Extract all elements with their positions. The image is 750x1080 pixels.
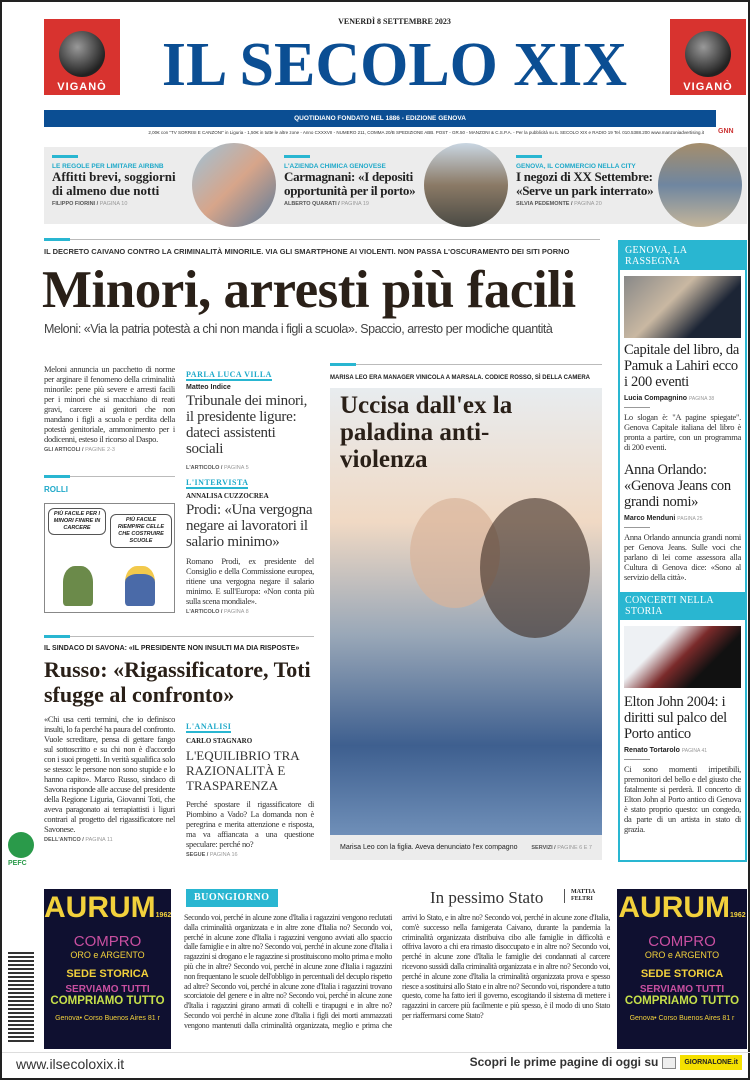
ad-logo-icon [59,31,105,77]
buongiorno-title[interactable]: In pessimo Stato [430,888,544,907]
divider [44,636,314,638]
footer-promo [470,1055,742,1070]
buongiorno-label: BUONGIORNO [186,889,278,907]
masthead[interactable]: IL SECOLO XIX [161,31,628,99]
feature-caption: Marisa Leo con la figlia. Aveva denunciato l'ex compagno SERVIZI / PAGINE 6 E 7 [330,835,602,860]
analisi-article[interactable]: L'ANALISI CARLO STAGNARO L'EQUILIBRIO TRA RAZIONALITÀ E TRASPARENZA Perché spostare il rigassificatore di Piombino a Vado? La domanda non è peregrina e merita attenzione e risposta, ma va affiancata a una questione speculare: perché no? SEGUE / PAGINA 16 [186,722,314,858]
villa-article[interactable]: PARLA LUCA VILLA Matteo Indice Tribunale dei minori, il presidente ligure: dateci assistenti sociali L'ARTICOLO / PAGINA 5 [186,370,308,471]
cartoon-figure-2 [125,566,155,606]
rassegna-article[interactable]: Capitale del libro, da Pamuk a Lahiri ecco i 200 eventi Lucia Compagnino PAGINA 38 Lo slogan è: "A pagine spiegate". Genova Capitale italiana del libro è pronta a partire, con un programma di 200 eventi. [624,342,741,452]
lead-headline[interactable]: Minori, arresti più facili [42,261,576,319]
tourists-photo [192,143,276,227]
prodi-article[interactable]: L'INTERVISTA ANNALISA CUZZOCREA Prodi: «Una vergogna negare ai lavoratori il salario minimo» Romano Prodi, ex presidente del Consiglio e della Commissione europea, ritiene una vergogna negare il salario minimo. E sull'Europa: «Non conta più sulla scena mondiale». L'ARTICOLO / PAGINA 8 [186,478,314,615]
pefc-logo-icon [8,832,34,858]
giornalone-link[interactable]: GIORNALONE.it [680,1055,742,1070]
lead-kicker: IL DECRETO CAIVANO CONTRO LA CRIMINALITÀ MINORILE. VIA GLI SMARTPHONE AI VIOLENTI. NON PASSA L'OSCURAMENTO DEI SITI PORNO [44,247,570,256]
ad-logo-icon [685,31,731,77]
teaser-carmagnani[interactable]: L'AZIENDA CHIMICA GENOVESE Carmagnani: «I depositi opportunità per il porto» ALBERTO QUARATI / PAGINA 19 [284,155,424,207]
elton-article[interactable]: Elton John 2004: i diritti sul palco del Porto antico Renato Tortarolo PAGINA 41 Ci sono momenti irripetibili, premonitori del bello e del giusto che fatalmente si perderà. Il concerto di Elton John al Porto antico di Genova è stato proprio questo: un congedo, da parte di un artista in stato di grazia. [620,620,745,840]
russo-headline[interactable]: Russo: «Rigassificatore, Toti sfugge al confronto» [44,657,311,707]
aurum-ad-right[interactable]: AURUM1962 COMPRO ORO e ARGENTO SEDE STORICA SERVIAMO TUTTI COMPRIAMO TUTTO Genova• Corso Buenos Aires 81 r [617,889,747,1049]
port-photo [424,143,508,227]
elton-john-photo [624,626,741,688]
photo-shape [480,498,590,638]
newspaper-icon [662,1057,676,1069]
rolli-cartoon: ROLLI PIÙ FACILE PER I MINORI FINIRE IN CARCERE PIÙ FACILE RIEMPIRE CELLE CHE COSTRUIRE SCUOLE [44,476,175,613]
promo-text: Scopri le prime pagine di oggi su [469,1055,659,1069]
street-photo [658,143,742,227]
site-url[interactable]: www.ilsecoloxix.it [16,1056,125,1072]
feature-headline[interactable]: Uccisa dall'ex la paladina anti-violenza [340,392,513,473]
vigano-ad-right[interactable]: VIGANÒ [670,19,746,95]
vigano-ad-left[interactable]: VIGANÒ [44,19,120,95]
founded-bar: QUOTIDIANO FONDATO NEL 1886 - EDIZIONE GENOVA [44,110,716,127]
lead-article[interactable]: Meloni annuncia un pacchetto di norme per arginare il fenomeno della criminalità minorile: pene più severe e arresti facili per i minori che si macchiano di reati gravi, carcere ai genitori che non mandano i figli a scuola e perdita della potestà genitoriale, ammonimento per i dodicenni, esteso il ricorso al Daspo. GLI ARTICOLI / PAGINE 2-3 [44,364,175,453]
pamuk-photo [624,276,741,338]
orlando-article[interactable]: Anna Orlando: «Genova Jeans con grandi nomi» Marco Menduni PAGINA 25 Anna Orlando annuncia grandi nomi per Genova Jeans. Sulle voci che parlano di lei come assessora alla Cultura di Genova dice: «Sono al servizio della città». [624,462,741,582]
aurum-ad-left[interactable]: AURUM1962 COMPRO ORO e ARGENTO SEDE STORICA SERVIAMO TUTTI COMPRIAMO TUTTO Genova• Corso Buenos Aires 81 r [44,889,171,1049]
lead-subhead: Meloni: «Via la patria potestà a chi non manda i figli a scuola». Spaccio, arresto per modiche quantità [44,322,553,336]
divider [44,239,600,241]
gnn-logo: GNN [718,128,734,135]
barcode [8,952,34,1042]
feature-kicker: MARISA LEO ERA MANAGER VINICOLA A MARSALA. CODICE ROSSO, SÌ DELLA CAMERA [330,375,591,381]
cartoon-figure-1 [63,566,93,606]
teaser-negozi[interactable]: GENOVA, IL COMMERCIO NELLA CITY I negozi di XX Settembre: «Serve un park interrato» SILVIA PEDEMONTE / PAGINA 20 [516,155,656,207]
teaser-airbnb[interactable]: LE REGOLE PER LIMITARE AIRBNB Affitti brevi, soggiorni di almeno due notti FILIPPO FIORINI / PAGINA 10 [52,155,182,207]
date: VENERDÌ 8 SETTEMBRE 2023 [338,17,451,26]
divider [2,1052,750,1053]
pefc-label: PEFC [8,860,27,867]
sidebar: GENOVA, LA RASSEGNA Capitale del libro, da Pamuk a Lahiri ecco i 200 eventi Lucia Compagnino PAGINA 38 Lo slogan è: "A pagine spiegate". Genova Capitale italiana del libro è pronta a partire, con un programma di 200 eventi. Anna Orlando: «Genova Jeans con grandi nomi» Marco Menduni PAGINA 25 Anna Orlando annuncia grandi nomi per Genova Jeans. Sulle voci che parlano di lei come assessora alla Cultura di Genova dice: «Sono al servizio della città». CONCERTI NELLA STORIA Elton John 2004: i diritti sul palco del Porto antico Renato Tortarolo PAGINA 41 Ci sono momenti irripetibili, premonitori del bello e del giusto che fatalmente si perderà. Il concerto di Elton John al Porto antico di Genova è stato proprio questo: un congedo, da parte di un artista in stato di grazia. [618,240,747,862]
divider [330,364,602,366]
buongiorno-author: MATTIA FELTRI [564,889,608,903]
cartoon-image: PIÙ FACILE PER I MINORI FINIRE IN CARCERE PIÙ FACILE RIEMPIRE CELLE CHE COSTRUIRE SCUOLE [44,503,175,613]
russo-kicker: IL SINDACO DI SAVONA: «IL PRESIDENTE NON INSULTI MA DIA RISPOSTE» [44,645,300,652]
info-line: 2,00€ con "TV SORRISI E CANZONI" in Liguria - 1,50€ in tutte le altre zone - Anno CXXXVII - NUMERO 211, COMMA 20/B SPEDIZIONE ABB. POST - GR.50 - MANZONI & C.S.P.A. - Per la pubblicità su IL SECOLO XIX e RADIO 19 Tel. 010.5388.200 www.manzoniadvertising.it [148,130,704,135]
buongiorno-body: Secondo voi, perché in alcune zone d'Italia i ragazzini vengono reclutati dalla criminalità organizzata e in altre zone d'Italia no? Secondo voi, perché in alcune zone d'Italia i ragazzini vengono avviati allo spaccio dalle famiglie e in altre no? Secondo voi, perché in alcune zone d'Italia i ragazzini si drogano e le ragazzine si prostituiscono molto prima e molto più che in altre? Secondo voi, perché in alcune zone d'Italia i ragazzini non frequentano le scuole dell'obbligo in percentuali del decuplo rispetto ad altre? Secondo voi, perché in alcune zone d'Italia i ragazzini trovano scorciatoie del genere e in altre no? Secondo voi, perché in alcune zone d'Italia i ragazzini girano armati di coltelli e tirapugni e in altre no? Secondo voi perché in alcune zone d'Italia i figli dei morti ammazzati vengono mantenuti dalla criminalità organizzata, meglio e prima che arrivi lo Stato, e in altre no? Secondo voi, perché in alcune zone d'Italia, com'è successo nella famigerata Caivano, durante la pandemia la criminalità organizzata distribuiva cibo alle famiglie in difficoltà e offriva lavoro a chi era rimasto disoccupato e in altre no? Secondo voi, perché in alcune zone d'Italia le famiglie dei condannati al carcere ricevono sussidi dalla criminalità organizzata e in altre no? Secondo voi, perché in alcune zone d'Italia la criminalità organizzata prova e spesso riesce a sostituirsi allo Stato e in altre no? Secondo voi, rispondere a tutto questo, come ha fatto ieri il governo, escogitando il sistema di mettere i ragazzini in carcere più facilmente e più spesso, è il modo di uno Stato per riaffermarsi come Stato? [184,913,610,1030]
russo-article[interactable]: «Chi usa certi termini, che io definisco insulti, lo fa perché ha paura del confronto. Vuole screditare, pensa di gettare fango sul sottoscritto e su chi non è d'accordo con i suoi progetti. In verità squalifica solo se stesso: le persone non sono stupide e lo hanno capito». Marco Russo, sindaco di Savona risponde alle accuse del presidente della Regione Liguria, Giovanni Toti, che aveva paragonato ai terrapiattisti i liguri contrari al progetto del rigassificatore nel Savonese. DELL'ANTICO / PAGINA 11 [44,714,175,843]
